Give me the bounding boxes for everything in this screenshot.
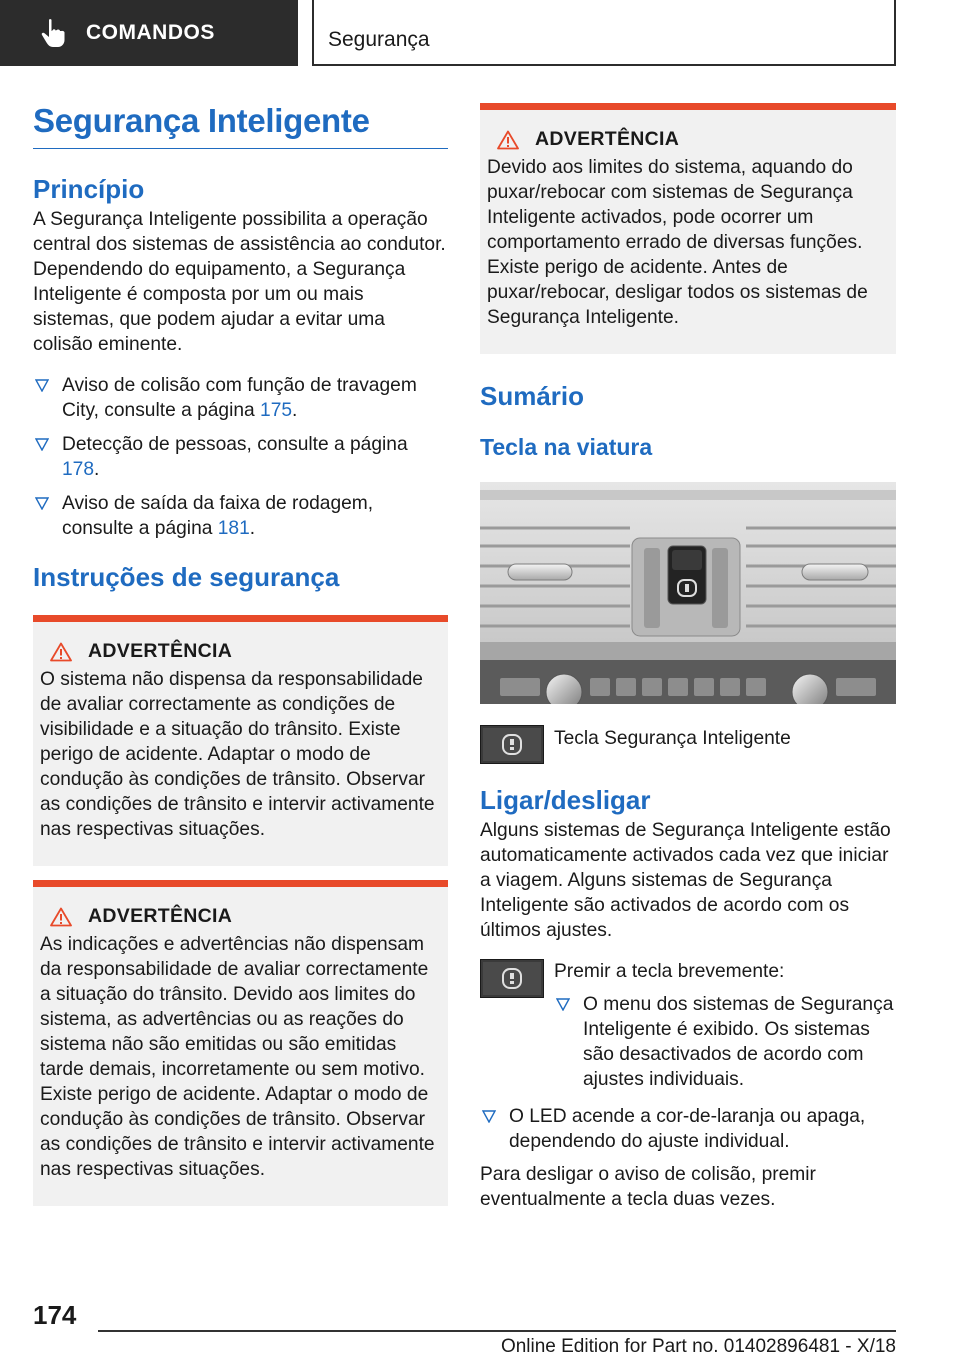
reference-list bbox=[33, 373, 448, 541]
section-tab-label: COMANDOS bbox=[86, 21, 215, 44]
principle-text: A Segurança Inteligente possibilita a operação central dos sistemas de assistência ao condutor. Dependendo do equipamento, a Segurança Inteligente é composta por um ou mais sistemas, que podem ajudar a evitar uma colisão eminente. bbox=[33, 209, 446, 355]
list-item: O LED acende a cor-de-laranja ou apaga, dependendo do ajuste individual. bbox=[480, 1104, 896, 1154]
list-item: Aviso de colisão com função de travagem City, consulte a página 175. bbox=[33, 373, 448, 423]
warning-triangle-icon bbox=[497, 130, 519, 150]
intelligent-safety-button-icon bbox=[480, 959, 544, 998]
warning-box bbox=[480, 103, 896, 354]
dashboard-photo bbox=[480, 482, 896, 704]
section-tab[interactable] bbox=[0, 0, 298, 66]
warning-box bbox=[33, 880, 448, 1206]
safety-heading: Instruções de segurança bbox=[33, 562, 340, 592]
onoff-heading: Ligar/desligar bbox=[480, 785, 651, 815]
warning-text: Devido aos limites do sistema, aquando do puxar/rebocar com sistemas de Segurança Inteligente activados, pode ocorrer um comportamento errado de diversas funções. Existe perigo de acidente. Antes de puxar/rebocar, desligar todos os sistemas de Segurança Inteligente. bbox=[487, 157, 868, 328]
warning-text: O sistema não dispensa da responsabilidade de avaliar correctamente as condições de visibilidade e a situação do trânsito. Existe perigo de acidente. Adaptar o modo de condução às condições de trânsito. Observar as condições de trânsito e intervir activamente nas respectivas situações. bbox=[40, 669, 435, 840]
list-item: O menu dos sistemas de Segurança Inteligente é exibido. Os sistemas são desactivados de acordo com ajustes individuais. bbox=[554, 992, 896, 1092]
warning-text: As indicações e advertências não dispensam da responsabilidade de avaliar correctamente a situação do trânsito. Devido aos limites do sistema, as advertências ou as reações do sistema não são emitidas ou são emitidas tarde demais, incorretamente ou sem motivo. Existe perigo de acidente. Adaptar o modo de condução às condições de trânsito. Observar as condições de trânsito e intervir activamente nas respectivas situações. bbox=[40, 934, 435, 1180]
warning-label: ADVERTÊNCIA bbox=[535, 128, 680, 150]
key-heading: Tecla na viatura bbox=[480, 434, 653, 460]
triangle-bullet-icon bbox=[35, 379, 49, 392]
chapter-header bbox=[312, 0, 896, 66]
key-caption: Tecla Segurança Inteligente bbox=[554, 728, 791, 749]
triangle-bullet-icon bbox=[35, 497, 49, 510]
triangle-bullet-icon bbox=[556, 998, 570, 1011]
warning-triangle-icon bbox=[50, 907, 72, 927]
warning-label: ADVERTÊNCIA bbox=[88, 905, 233, 927]
warning-label: ADVERTÊNCIA bbox=[88, 640, 233, 662]
triangle-bullet-icon bbox=[482, 1110, 496, 1123]
final-text: Para desligar o aviso de colisão, premir eventualmente a tecla duas vezes. bbox=[480, 1164, 816, 1210]
page-number: 174 bbox=[33, 1300, 77, 1330]
page-title: Segurança Inteligente bbox=[33, 100, 448, 149]
chapter-title: Segurança bbox=[328, 28, 430, 51]
edition-text: Online Edition for Part no. 01402896481 - X/18 bbox=[500, 1336, 896, 1357]
led-list bbox=[480, 1104, 896, 1154]
key-caption-row bbox=[480, 725, 896, 764]
footer-divider bbox=[98, 1330, 896, 1332]
list-item: Aviso de saída da faixa de rodagem, consulte a página 181. bbox=[33, 491, 448, 541]
page-link-175[interactable]: 175 bbox=[260, 400, 293, 421]
summary-heading: Sumário bbox=[480, 381, 585, 411]
pointing-hand-icon bbox=[40, 18, 66, 48]
principle-heading: Princípio bbox=[33, 174, 145, 204]
warning-box bbox=[33, 615, 448, 866]
left-column bbox=[33, 100, 448, 1206]
warning-triangle-icon bbox=[50, 642, 72, 662]
triangle-bullet-icon bbox=[35, 438, 49, 451]
press-instruction-row bbox=[480, 959, 896, 1092]
press-result-list bbox=[554, 992, 896, 1092]
page-link-181[interactable]: 181 bbox=[217, 518, 250, 539]
page-link-178[interactable]: 178 bbox=[62, 459, 95, 480]
press-text: Premir a tecla brevemente: bbox=[554, 961, 785, 982]
intelligent-safety-button-icon bbox=[480, 725, 544, 764]
list-item: Detecção de pessoas, consulte a página 178. bbox=[33, 432, 448, 482]
onoff-text: Alguns sistemas de Segurança Inteligente estão automaticamente activados cada vez que iniciar a viagem. Alguns sistemas de Segurança Inteligente são activados de acordo com os últimos ajustes. bbox=[480, 820, 891, 941]
right-column bbox=[480, 103, 896, 1212]
